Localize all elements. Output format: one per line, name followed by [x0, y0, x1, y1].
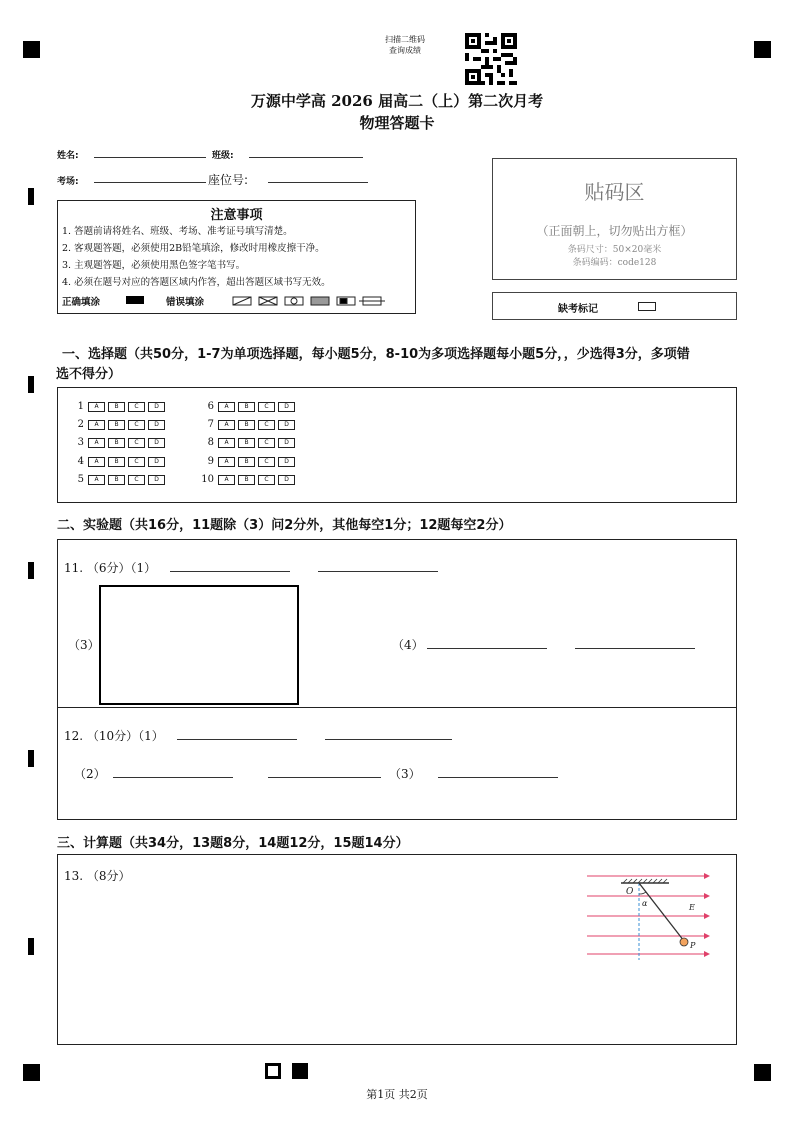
- q11-blank-3[interactable]: [427, 648, 547, 649]
- question-number: 1: [77, 401, 84, 412]
- figure-label-e: E: [689, 903, 695, 912]
- side-mark: [28, 750, 34, 767]
- correct-fill-sample: [126, 296, 144, 304]
- figure-label-alpha: α: [642, 899, 648, 908]
- answer-bubble[interactable]: D: [278, 420, 295, 430]
- question-number: 9: [207, 456, 214, 467]
- answer-bubble[interactable]: C: [258, 438, 275, 448]
- qr-caption: [372, 34, 438, 56]
- q12-part3-label: （3）: [389, 767, 421, 781]
- section3-heading: 三、计算题（共34分，13题8分，14题12分，15题14分）: [57, 836, 409, 851]
- registration-mark: [23, 41, 40, 58]
- class-label: 班级:: [212, 151, 234, 161]
- choice-question-row: [196, 474, 298, 485]
- notice-item: 1. 答题前请将姓名、班级、考场、准考证号填写清楚。: [62, 226, 293, 237]
- pendulum-field-figure: [583, 866, 715, 962]
- registration-mark: [754, 1064, 771, 1081]
- answer-bubble[interactable]: C: [258, 475, 275, 485]
- figure-label-p: P: [690, 941, 696, 950]
- answer-bubble[interactable]: A: [218, 402, 235, 412]
- notice-box: [57, 200, 416, 314]
- absent-box: [492, 292, 737, 320]
- answer-bubble[interactable]: D: [148, 402, 165, 412]
- choice-question-row: [66, 456, 168, 467]
- answer-bubble[interactable]: C: [128, 438, 145, 448]
- answer-bubble[interactable]: A: [218, 438, 235, 448]
- answer-bubble[interactable]: B: [108, 457, 125, 467]
- answer-bubble[interactable]: D: [278, 438, 295, 448]
- choice-question-row: [66, 474, 168, 485]
- notice-item: 3. 主观题答题，必须使用黑色签字笔书写。: [62, 260, 246, 271]
- choice-question-row: [196, 419, 298, 430]
- section1-heading-line1: 一、选择题（共50分，1-7为单项选择题，每小题5分，8-10为多项选择题每小题5分，，少选得3分，多项错: [62, 347, 690, 362]
- answer-bubble[interactable]: A: [88, 402, 105, 412]
- answer-bubble[interactable]: C: [128, 475, 145, 485]
- answer-bubble[interactable]: A: [88, 420, 105, 430]
- question-number: 8: [207, 437, 214, 448]
- exam-room-label: 考场:: [57, 177, 79, 187]
- answer-bubble[interactable]: C: [258, 420, 275, 430]
- answer-bubble[interactable]: A: [218, 420, 235, 430]
- qr-code: [465, 33, 517, 85]
- answer-bubble[interactable]: C: [258, 402, 275, 412]
- experiment-divider: [57, 707, 737, 708]
- seat-field[interactable]: [268, 182, 368, 183]
- page-subtitle: 物理答题卡: [359, 114, 435, 132]
- answer-bubble[interactable]: D: [278, 475, 295, 485]
- q12-blank-4[interactable]: [268, 777, 381, 778]
- absent-checkbox[interactable]: [638, 302, 656, 311]
- answer-bubble[interactable]: B: [108, 475, 125, 485]
- q11-blank-1[interactable]: [170, 571, 290, 572]
- barcode-instruction: （正面朝上，切勿贴出方框）: [536, 224, 693, 238]
- answer-bubble[interactable]: B: [108, 402, 125, 412]
- section2-heading: 二、实验题（共16分，11题除（3）问2分外，其他每空1分；12题每空2分）: [57, 518, 512, 533]
- answer-bubble[interactable]: D: [148, 475, 165, 485]
- answer-bubble[interactable]: B: [238, 438, 255, 448]
- class-field[interactable]: [249, 157, 363, 158]
- name-label: 姓名:: [57, 151, 79, 161]
- answer-bubble[interactable]: B: [238, 402, 255, 412]
- notice-title: 注意事项: [210, 208, 263, 223]
- wrong-fill-label: 错误填涂: [166, 297, 205, 308]
- answer-bubble[interactable]: C: [128, 420, 145, 430]
- registration-mark: [754, 41, 771, 58]
- q12-blank-1[interactable]: [177, 739, 297, 740]
- notice-item: 2. 客观题答题，必须使用2B铅笔填涂，修改时用橡皮擦干净。: [62, 243, 325, 254]
- answer-bubble[interactable]: B: [238, 475, 255, 485]
- q12-part2-label: （2）: [74, 767, 106, 781]
- q12-blank-5[interactable]: [438, 777, 558, 778]
- q13-label: 13. （8分）: [64, 869, 131, 883]
- seat-label: 座位号:: [208, 173, 249, 187]
- answer-bubble[interactable]: B: [238, 420, 255, 430]
- barcode-area: [492, 158, 737, 280]
- question-number: 5: [77, 474, 84, 485]
- page-title: 万源中学高 2026 届高二（上）第二次月考: [250, 92, 544, 110]
- exam-room-field[interactable]: [94, 182, 206, 183]
- side-mark: [28, 376, 34, 393]
- answer-bubble[interactable]: D: [278, 457, 295, 467]
- choice-question-row: [196, 456, 298, 467]
- answer-bubble[interactable]: C: [258, 457, 275, 467]
- q11-part4-label: （4）: [392, 638, 424, 652]
- q11-part3-label: （3）: [68, 638, 100, 652]
- wrong-fill-samples: [232, 295, 392, 307]
- section1-heading: [56, 345, 742, 385]
- q11-label: 11. （6分）（1）: [64, 561, 157, 575]
- qr-caption-line1: 扫描二维码: [385, 35, 425, 44]
- answer-bubble[interactable]: D: [278, 402, 295, 412]
- question-number: 6: [207, 401, 214, 412]
- choice-question-row: [196, 401, 298, 412]
- answer-bubble[interactable]: A: [88, 438, 105, 448]
- q11-blank-2[interactable]: [318, 571, 438, 572]
- question-number: 10: [201, 474, 214, 485]
- answer-bubble[interactable]: A: [218, 457, 235, 467]
- qr-caption-line2: 查询成绩: [389, 46, 421, 55]
- side-mark: [28, 188, 34, 205]
- notice-item: 4. 必须在题号对应的答题区域内作答，超出答题区域书写无效。: [62, 277, 331, 288]
- answer-bubble[interactable]: A: [218, 475, 235, 485]
- choice-question-row: [66, 437, 168, 448]
- solid-mark: [292, 1063, 308, 1079]
- answer-bubble[interactable]: B: [108, 420, 125, 430]
- barcode-size: 条码尺寸：50×20毫米: [567, 245, 662, 255]
- absent-label: 缺考标记: [558, 304, 598, 315]
- hollow-mark: [265, 1063, 281, 1079]
- answer-bubble[interactable]: C: [128, 457, 145, 467]
- choice-question-row: [196, 437, 298, 448]
- registration-mark: [23, 1064, 40, 1081]
- name-field[interactable]: [94, 157, 206, 158]
- q11-drawing-box[interactable]: [99, 585, 299, 705]
- barcode-code: 条码编码：code128: [572, 258, 657, 268]
- choice-question-row: [66, 401, 168, 412]
- answer-bubble[interactable]: B: [238, 457, 255, 467]
- question-number: 7: [207, 419, 214, 430]
- side-mark: [28, 938, 34, 955]
- correct-fill-label: 正确填涂: [62, 297, 101, 308]
- question-number: 4: [77, 456, 84, 467]
- answer-bubble[interactable]: D: [148, 457, 165, 467]
- q11-blank-4[interactable]: [575, 648, 695, 649]
- q12-label: 12. （10分）（1）: [64, 729, 164, 743]
- answer-bubble[interactable]: C: [128, 402, 145, 412]
- barcode-title: 贴码区: [584, 180, 645, 204]
- answer-bubble[interactable]: B: [108, 438, 125, 448]
- q12-blank-2[interactable]: [325, 739, 452, 740]
- question-number: 3: [77, 437, 84, 448]
- figure-label-o: O: [626, 887, 634, 897]
- answer-bubble[interactable]: D: [148, 438, 165, 448]
- side-mark: [28, 562, 34, 579]
- choice-question-row: [66, 419, 168, 430]
- answer-bubble[interactable]: A: [88, 475, 105, 485]
- answer-bubble[interactable]: D: [148, 420, 165, 430]
- question-number: 2: [77, 419, 84, 430]
- q12-blank-3[interactable]: [113, 777, 233, 778]
- page-footer: 第1页 共2页: [366, 1088, 428, 1101]
- section1-heading-line2: 选不得分）: [56, 367, 122, 382]
- answer-bubble[interactable]: A: [88, 457, 105, 467]
